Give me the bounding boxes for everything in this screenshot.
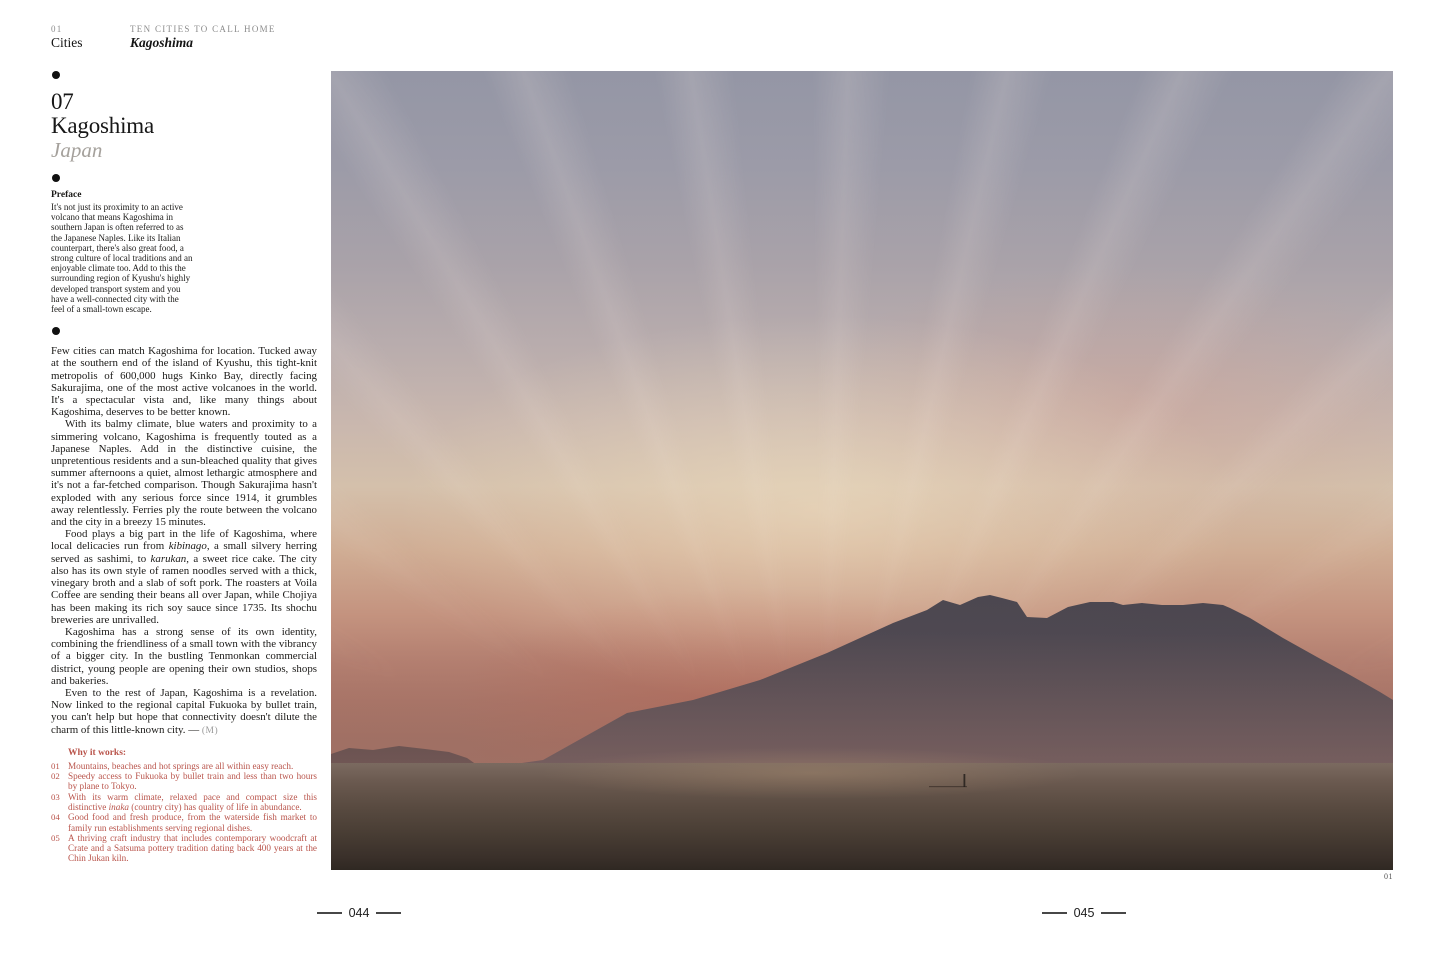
city-name: Kagoshima xyxy=(51,113,154,138)
issue-number: 01 xyxy=(51,24,63,34)
list-item xyxy=(51,792,317,813)
sunset-volcano-photo xyxy=(331,71,1393,870)
list-item xyxy=(51,812,317,833)
masthead-issue-block xyxy=(51,24,83,50)
folio-rule xyxy=(1042,912,1067,913)
article-paragraph: Kagoshima has a strong sense of its own identity, combining the friendliness of a small town with the vibrancy of a bigger city. In the bustling Tenmonkan commercial district, young people are opening their own studios, shops and bakeries. xyxy=(51,625,317,687)
folio-number: 044 xyxy=(348,906,370,920)
list-item-number: 04 xyxy=(51,812,60,823)
masthead-city-name: Kagoshima xyxy=(130,35,194,50)
atmospheric-haze xyxy=(331,631,1393,765)
preface-heading: Preface xyxy=(51,190,82,200)
folio-rule xyxy=(1101,912,1126,913)
folio-rule xyxy=(317,912,342,913)
list-item xyxy=(51,761,317,771)
article-paragraph: Few cities can match Kagoshima for location. Tucked away at the southern end of the island of Kyushu, this tight-knit metropolis of 600,000 hugs Kinko Bay, directly facing Sakurajima, one of the most active volcanoes in the world. It's a spectacular vista and, like many things about Kagoshima, deserves to be better known. xyxy=(51,345,317,419)
preface-section xyxy=(51,190,317,314)
folio-number: 045 xyxy=(1073,906,1095,920)
why-it-works-heading: Why it works: xyxy=(68,747,127,758)
list-item xyxy=(51,771,317,792)
masthead-series-block xyxy=(130,24,276,50)
photo-caption: 01 xyxy=(1384,872,1393,881)
buoy-wake xyxy=(929,786,967,787)
landforms-graphic xyxy=(331,71,1393,870)
series-title: TEN CITIES TO CALL HOME xyxy=(130,24,276,34)
sea-light-reflection xyxy=(541,747,1081,799)
list-item-number: 05 xyxy=(51,832,60,843)
article-paragraph: Food plays a big part in the life of Kagoshima, where local delicacies run from kibinago, a small silvery herring served as sashimi, to karukan, a sweet rice cake. The city also has its own style of ramen noodles served with a thick, vinegary broth and a slab of soft pork. The roasters at Voila Coffee are sending their beans all over Japan, while Chojiya has been making its rich soy sauce since 1735. Its shochu breweries are unrivalled. xyxy=(51,528,317,626)
list-item-text: Mountains, beaches and hot springs are all within easy reach. xyxy=(68,760,294,771)
why-it-works-section xyxy=(51,748,317,864)
left-page-number xyxy=(289,906,429,920)
list-item-number: 03 xyxy=(51,791,60,802)
folio-rule xyxy=(376,912,401,913)
preface-text: It's not just its proximity to an active volcano that means Kagoshima in southern Japan is often referred to as the Japanese Naples. Like its Italian counterpart, there's also great food, a strong culture of local traditions and an enjoyable climate too. Add to this the surrounding region of Kyushu's highly developed transport system and you have a well-connected city with the feel of a small-town escape. xyxy=(51,202,193,315)
article-body xyxy=(51,345,317,737)
bullet-marker xyxy=(52,174,60,182)
list-item-number: 01 xyxy=(51,760,60,771)
editor-monogram: (M) xyxy=(201,725,219,736)
list-item-text: Speedy access to Fukuoka by bullet train and less than two hours by plane to Tokyo. xyxy=(68,771,317,792)
article-paragraph: Even to the rest of Japan, Kagoshima is a revelation. Now linked to the regional capital Fukuoka by bullet train, you can't help but hope that connectivity doesn't dilute the charm of this little-known city. — (M) xyxy=(51,686,317,736)
list-item-text: A thriving craft industry that includes contemporary woodcraft at Crate and a Satsuma pottery tradition dating back 400 years at the Chin Jukan kiln. xyxy=(68,832,317,864)
buoy-marker xyxy=(964,774,966,787)
section-title: Cities xyxy=(51,35,83,50)
bullet-marker xyxy=(52,327,60,335)
page-title xyxy=(51,90,317,138)
city-rank-number: 07 xyxy=(51,89,74,114)
list-item-number: 02 xyxy=(51,771,60,782)
why-it-works-list xyxy=(51,761,317,864)
article-column xyxy=(51,71,317,864)
list-item-text: Good food and fresh produce, from the waterside fish market to family run establishments serving regional dishes. xyxy=(68,812,317,833)
bullet-marker xyxy=(52,71,60,79)
right-page-number xyxy=(1014,906,1154,920)
country-name: Japan xyxy=(51,138,103,162)
list-item-text: With its warm climate, relaxed pace and compact size this distinctive inaka (country city) has quality of life in abundance. xyxy=(68,791,317,812)
list-item xyxy=(51,833,317,864)
article-paragraph: With its balmy climate, blue waters and proximity to a simmering volcano, Kagoshima is frequently touted as a Japanese Naples. Add in the distinctive cuisine, the unpretentious residents and a sun-bleached quality that gives summer afternoons a quiet, almost lethargic atmosphere and it's not a far-fetched comparison. Though Sakurajima hasn't exploded with any serious force since 1914, it grumbles away relentlessly. Ferries ply the route between the volcano and the city in a breezy 15 minutes. xyxy=(51,418,317,529)
